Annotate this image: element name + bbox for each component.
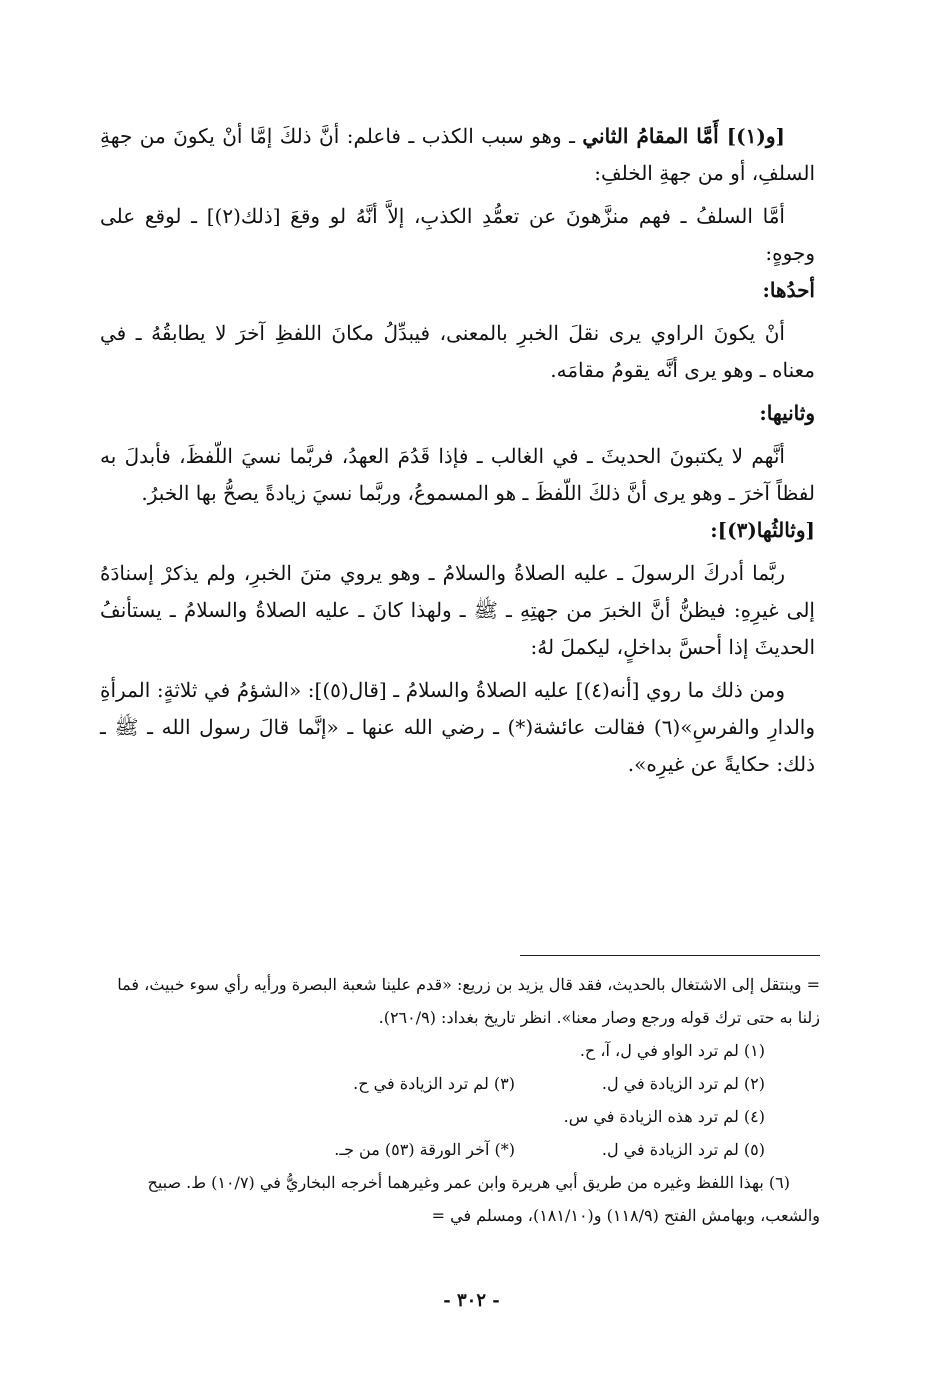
- heading-second: وثانيها:: [759, 401, 815, 425]
- paragraph-1-text: ـ وهو سبب الكذب ـ فاعلم: أنَّ ذلكَ إمَّا أنْ يكونَ من جهةِ السلفِ، أو من جهةِ الخلفِ:: [100, 124, 815, 185]
- paragraph-5: ربَّما أدركَ الرسولَ ـ عليه الصلاةُ والسلامُ ـ وهو يروي متنَ الخبرِ، ولم يذكرْ إسنادَهُ إلى غيرِهِ: فيظنُّ أنَّ الخبرَ من جهتِهِ ـ ﷺ ـ ولهذا كانَ ـ عليه الصلاةُ والسلامُ ـ يستأنفُ الحديثَ إذا أحسَّ بداخلٍ، ليكملَ لهُ:: [100, 561, 815, 659]
- paragraph-6: ومن ذلك ما روي [أنه(٤)] عليه الصلاةُ والسلامُ ـ [قال(٥)]: «الشؤمُ في ثلاثةٍ: المرأةِ والدارِ والفرسِ»(٦) فقالت عائشة(*) ـ رضي الله عنها ـ «إنَّما قالَ رسول الله ـ ﷺ ـ ذلك: حكايةً عن غيرِه».: [100, 678, 816, 776]
- footnote-continuation: = وينتقل إلى الاشتغال بالحديث، فقد قال يزيد بن زريع: «قدم علينا شعبة البصرة ورأيه رأي سوء خبيث، فما زلنا به حتى ترك قوله ورجع وصار معنا». انظر تاريخ بغداد: (٢٦٠/٩).: [117, 975, 820, 1027]
- footnote-row-3: [100, 1100, 820, 1133]
- paragraph-1: [100, 118, 815, 192]
- footnote-2: (٢) لم ترد الزيادة في ل.: [601, 1074, 765, 1093]
- footnote-6: (٦) بهذا اللفظ وغيره من طريق أبي هريرة وابن عمر وغيرهما أخرجه البخاريُّ في (١٠/٧) ط. صبيح والشعب، وبهامش الفتح (١١٨/٩) و(١٨١/١٠)، ومسلم في =: [147, 1173, 820, 1225]
- footnote-row-1: [100, 1034, 820, 1067]
- paragraph-4: أنَّهم لا يكتبونَ الحديثَ ـ في الغالب ـ فإذا قَدُمَ العهدُ، فربَّما نسيَ اللّفظَ، فأبدلَ به لفظاً آخرَ ـ وهو يرى أنَّ ذلكَ اللّفظَ ـ هو المسموعُ، وربَّما نسيَ زيادةً يصحُّ بها الخبرُ.: [100, 444, 815, 505]
- paragraph-2: أمَّا السلفُ ـ فهم منزَّهونَ عن تعمُّدِ الكذبِ، إلاَّ أنَّهُ لو وقعَ [ذلك(٢)] ـ لوقع على وجوهٍ:: [100, 204, 815, 265]
- main-text: [100, 118, 815, 783]
- page-number: - ٣٠٢ -: [443, 1290, 500, 1311]
- footnotes: [100, 968, 820, 1232]
- heading-first: أحدُها:: [762, 278, 815, 302]
- paragraph-3: أنْ يكونَ الراوي يرى نقلَ الخبرِ بالمعنى، فيبدِّلُ مكانَ اللفظِ آخرَ لا يطابقُهُ ـ في معناه ـ وهو يرى أنَّه يقومُ مقامَه.: [100, 321, 815, 382]
- footnote-star: (*) آخر الورقة (٥٣) من جـ.: [334, 1140, 515, 1159]
- footnote-row-4: [100, 1133, 820, 1166]
- footnote-3: (٣) لم ترد الزيادة في ح.: [353, 1074, 515, 1093]
- footnote-1: (١) لم ترد الواو في ل، آ، ح.: [579, 1041, 765, 1060]
- footnote-divider: [520, 955, 820, 956]
- footnote-5: (٥) لم ترد الزيادة في ل.: [601, 1140, 765, 1159]
- section-heading: [و(١)] أَمَّا المقامُ الثاني: [582, 124, 785, 148]
- footnote-4: (٤) لم ترد هذه الزيادة في س.: [563, 1107, 765, 1126]
- footnote-row-2: [100, 1067, 820, 1100]
- heading-third: [وثالثُها(٣)]:: [710, 518, 815, 542]
